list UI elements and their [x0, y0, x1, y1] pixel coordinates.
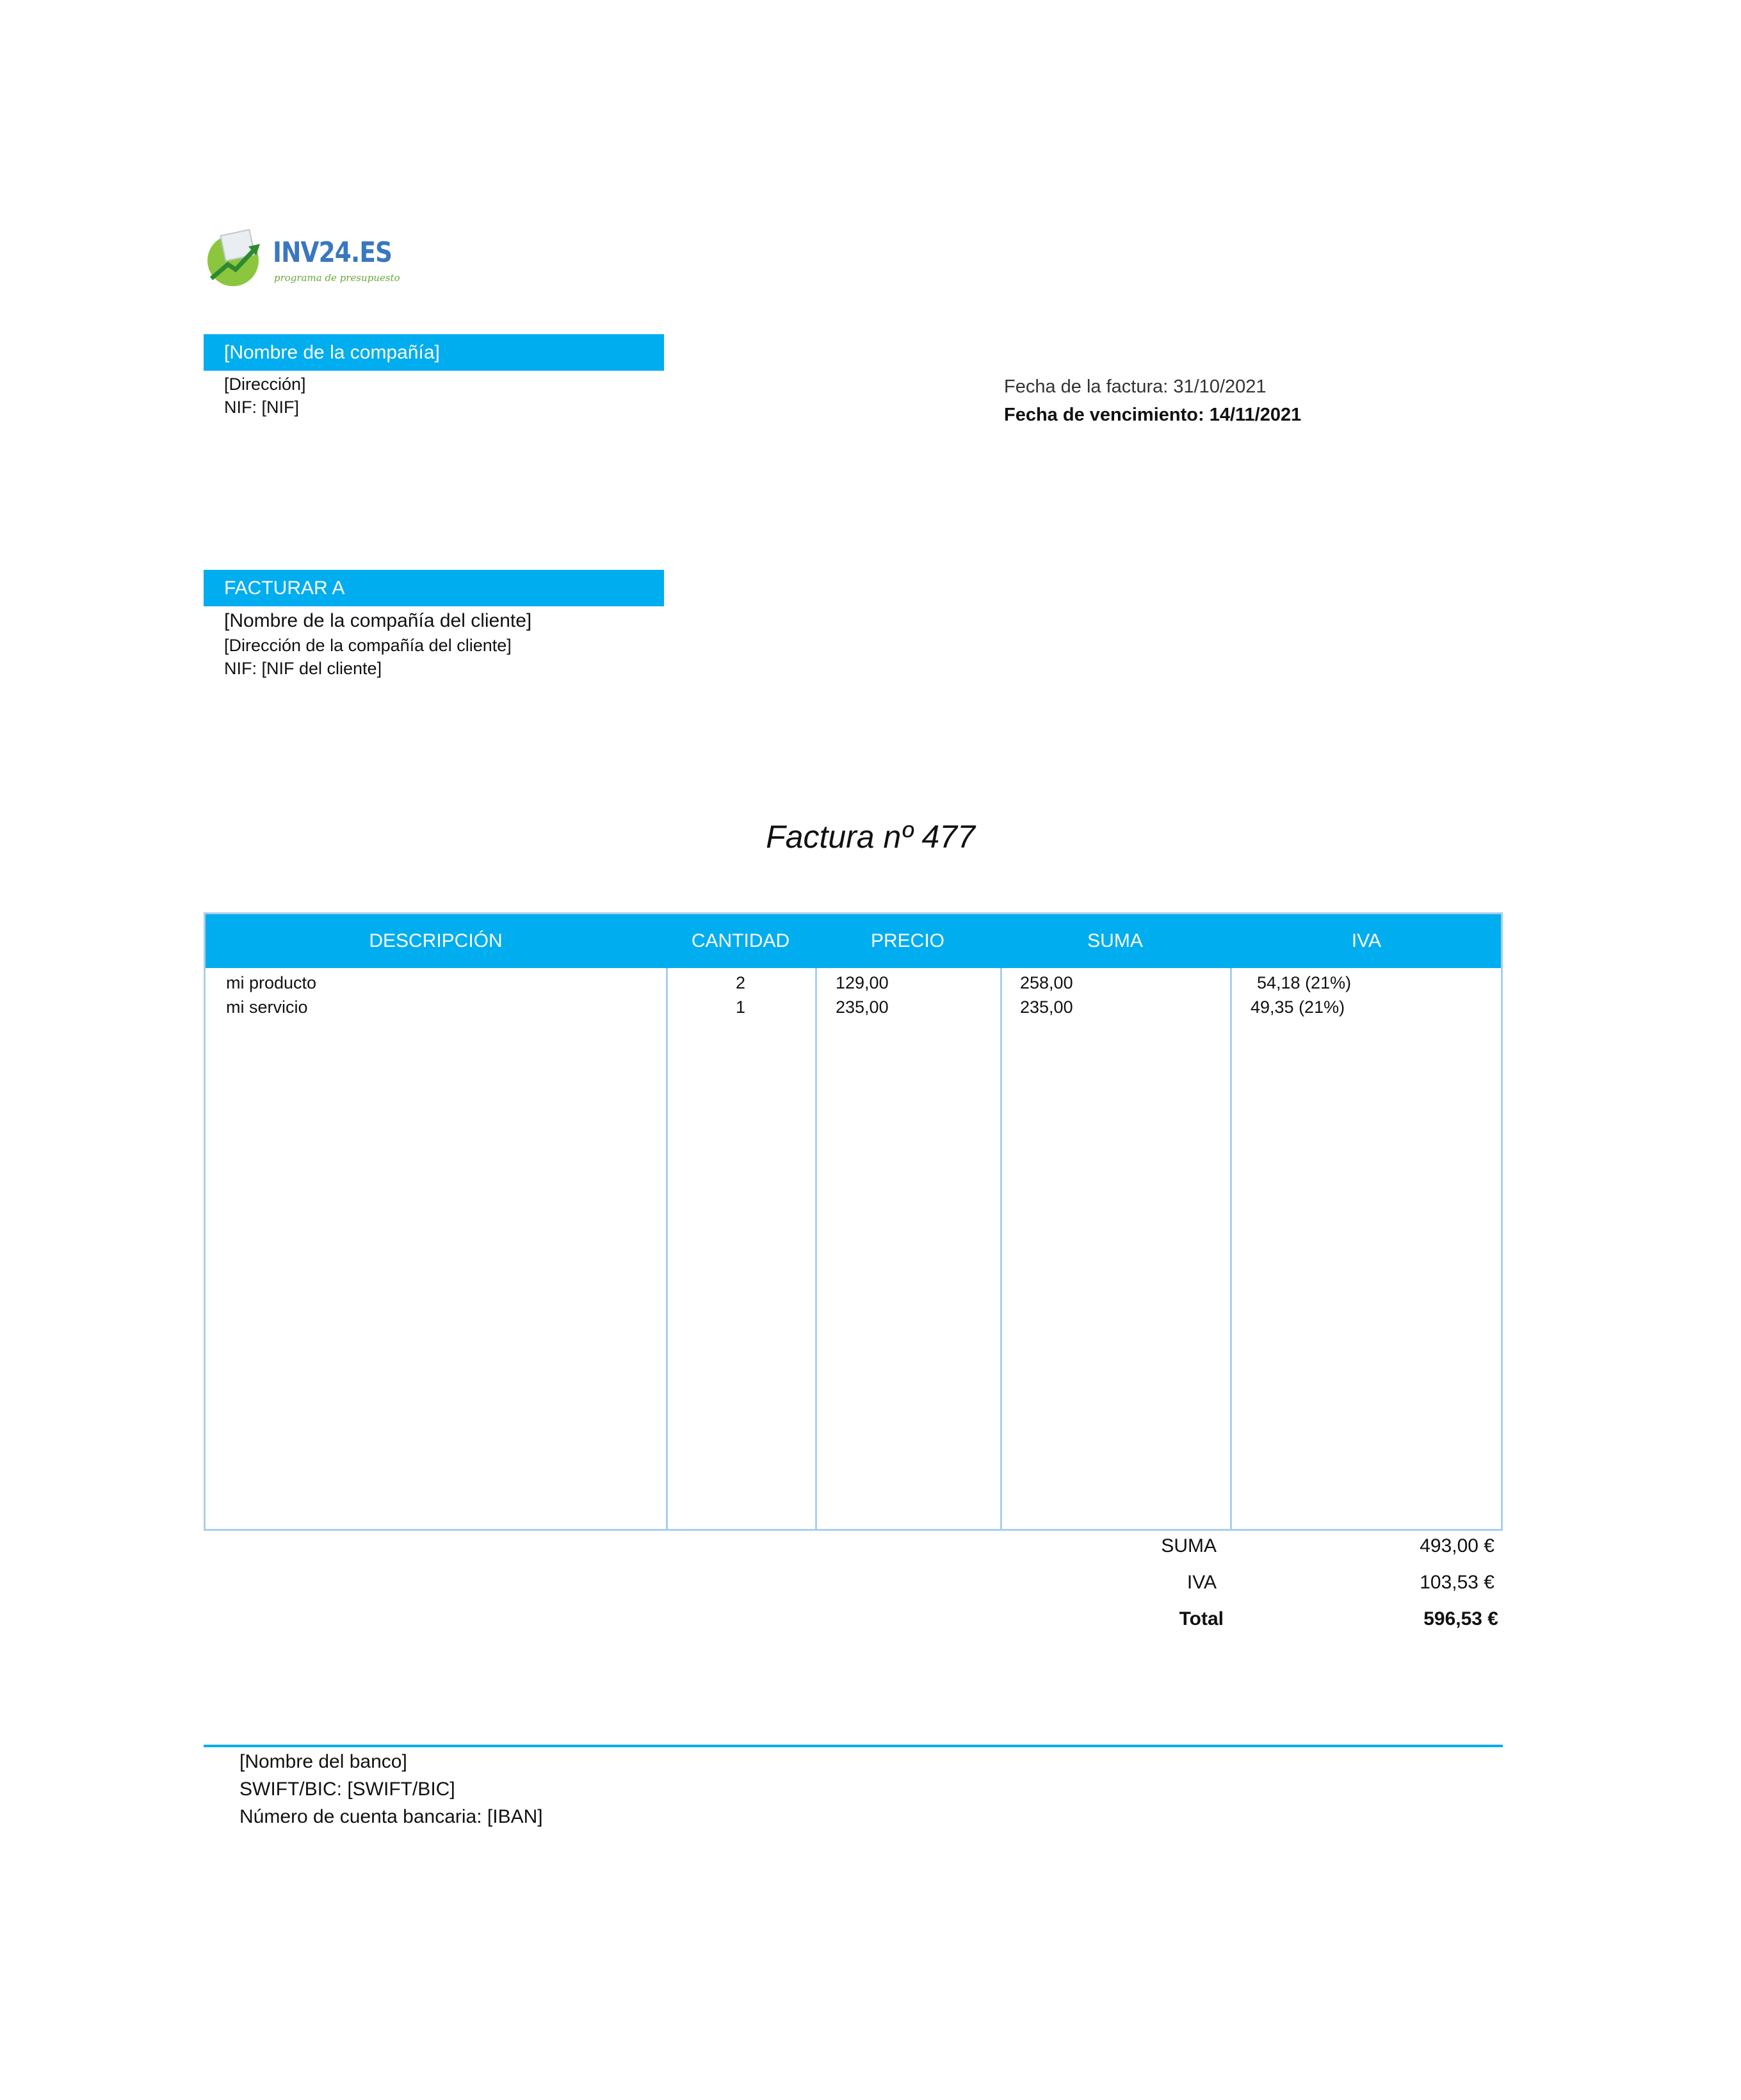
logo-icon [204, 227, 268, 291]
bill-to-details [224, 608, 531, 680]
header-vat: IVA [1351, 930, 1382, 951]
footer-divider [204, 1745, 1503, 1747]
sum-label: SUMA [1161, 1535, 1217, 1556]
client-nif: NIF: [NIF del cliente] [224, 659, 382, 678]
row-1-vat: 54,18 (21%) [1257, 973, 1352, 992]
due-date: Fecha de vencimiento: 14/11/2021 [1004, 405, 1302, 425]
row-1-price: 129,00 [836, 973, 889, 992]
header-quantity: CANTIDAD [691, 930, 790, 951]
header-description: DESCRIPCIÓN [369, 930, 503, 951]
vat-label: IVA [1186, 1572, 1217, 1593]
invoice-dates [1004, 373, 1301, 429]
row-2-description: mi servicio [226, 998, 308, 1017]
client-address: [Dirección de la compañía del cliente] [224, 636, 512, 655]
header-price: PRECIO [870, 930, 945, 951]
bank-iban: Número de cuenta bancaria: [IBAN] [239, 1806, 543, 1827]
company-details [224, 373, 306, 419]
vat-value: 103,53 € [1420, 1572, 1494, 1593]
invoice-title: Factura nº 477 [766, 819, 975, 855]
company-nif: NIF: [NIF] [224, 398, 299, 417]
total-value: 596,53 € [1423, 1608, 1498, 1629]
row-2-quantity: 1 [735, 998, 746, 1017]
column-divider [1000, 968, 1002, 1529]
bank-swift: SWIFT/BIC: [SWIFT/BIC] [239, 1779, 455, 1800]
row-1-description: mi producto [226, 973, 317, 992]
company-name-bar: [Nombre de la compañía] [204, 334, 664, 371]
bank-details [239, 1748, 543, 1830]
row-1-sum: 258,00 [1020, 973, 1073, 992]
logo-tagline: programa de presupuesto [274, 272, 400, 284]
company-address: [Dirección] [224, 375, 306, 394]
column-divider [1230, 968, 1232, 1529]
client-name: [Nombre de la compañía del cliente] [224, 610, 532, 631]
company-logo [204, 227, 400, 291]
header-sum: SUMA [1087, 930, 1143, 951]
row-2-vat: 49,35 (21%) [1251, 998, 1345, 1017]
items-table [204, 912, 1503, 1531]
row-1-quantity: 2 [735, 973, 746, 992]
invoice-date: Fecha de la factura: 31/10/2021 [1004, 376, 1267, 397]
column-divider [815, 968, 817, 1529]
total-label: Total [1179, 1608, 1224, 1629]
table-header [206, 914, 1501, 968]
sum-value: 493,00 € [1420, 1535, 1494, 1556]
row-2-sum: 235,00 [1020, 998, 1073, 1017]
logo-name: INV24.ES [273, 236, 393, 269]
column-divider [666, 968, 668, 1529]
bank-name: [Nombre del banco] [239, 1751, 407, 1772]
bill-to-header: FACTURAR A [204, 570, 664, 606]
row-2-price: 235,00 [836, 998, 889, 1017]
